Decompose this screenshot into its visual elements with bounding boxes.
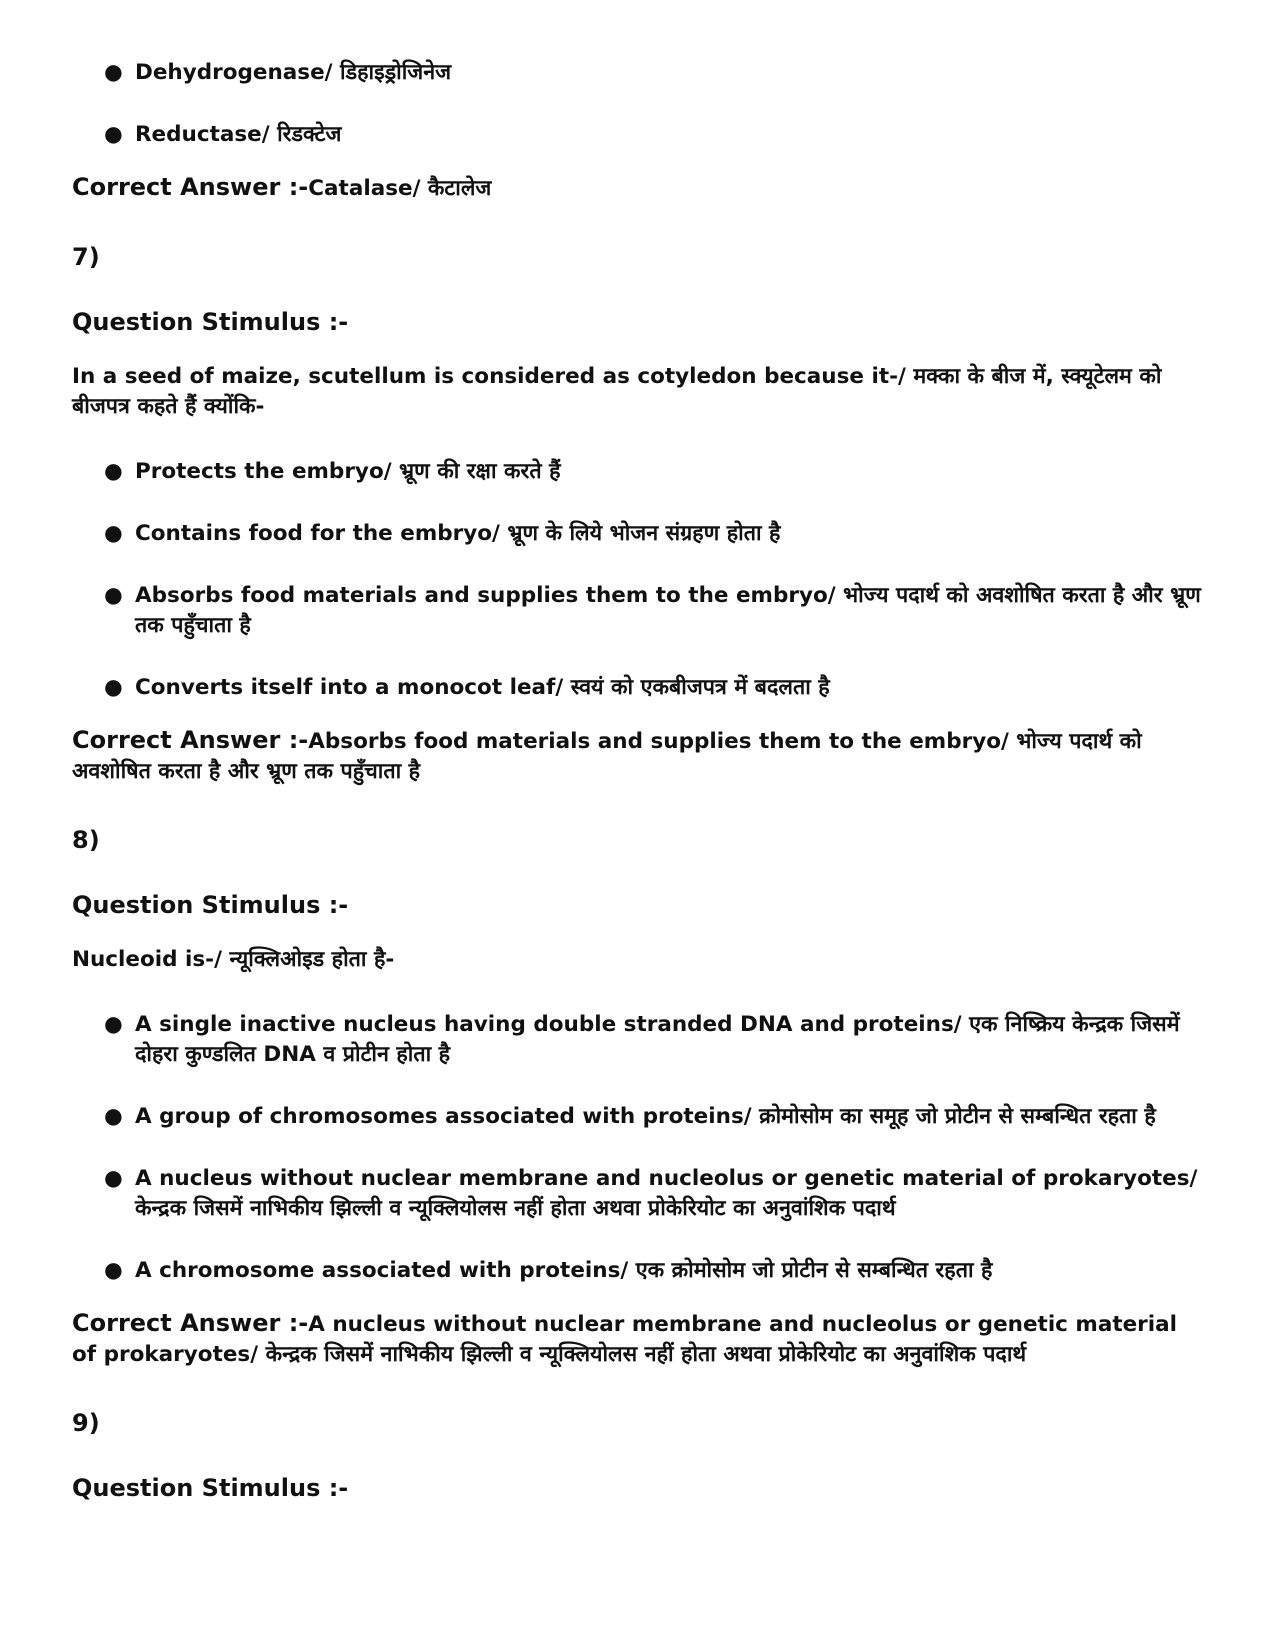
bullet-icon: ● (104, 521, 123, 546)
option-item (72, 1256, 1202, 1286)
question-number: 9) (72, 1409, 100, 1437)
option-text: Absorbs food materials and supplies them to the embryo/ भोज्य पदार्थ को अवशोषित करता है और भ्रूण तक पहुँचाता है (135, 583, 1201, 638)
correct-answer (72, 725, 1202, 787)
answer-text: Catalase/ कैटालेज (308, 176, 492, 201)
option-item (72, 1010, 1202, 1070)
option-text: A group of chromosomes associated with proteins/ क्रोमोसोम का समूह जो प्रोटीन से सम्बन्धित रहता है (135, 1104, 1156, 1129)
bullet-icon: ● (104, 1012, 123, 1037)
q7-options (72, 457, 1202, 703)
question-number: 7) (72, 243, 100, 271)
question-number: 8) (72, 826, 100, 854)
bullet-icon: ● (104, 1258, 123, 1283)
option-item (72, 1102, 1202, 1132)
correct-answer (72, 172, 1202, 204)
answer-text: A nucleus without nuclear membrane and nucleolus or genetic material of prokaryotes/ केन्द्रक जिसमें नाभिकीय झिल्ली व न्यूक्लियोलस नहीं होता अथवा प्रोकेरियोट का अनुवांशिक पदार्थ (72, 1312, 1178, 1367)
option-item (72, 120, 1202, 150)
bullet-icon: ● (104, 60, 123, 85)
bullet-icon: ● (104, 459, 123, 484)
option-text: A nucleus without nuclear membrane and nucleolus or genetic material of prokaryotes/ केन्द्रक जिसमें नाभिकीय झिल्ली व न्यूक्लियोलस नहीं होता अथवा प्रोकेरियोट का अनुवांशिक पदार्थ (135, 1166, 1198, 1221)
option-item (72, 457, 1202, 487)
prev-question-options (72, 58, 1202, 150)
answer-label: Correct Answer :- (72, 1309, 309, 1337)
option-item (72, 1164, 1202, 1224)
stimulus-text: In a seed of maize, scutellum is considered as cotyledon because it-/ मक्का के बीज में, स्क्यूटेलम को बीजपत्र कहते हैं क्योंकि- (72, 364, 1162, 419)
bullet-icon: ● (104, 1166, 123, 1191)
option-item (72, 519, 1202, 549)
option-text: Protects the embryo/ भ्रूण की रक्षा करते हैं (135, 459, 561, 484)
stimulus-label: Question Stimulus :- (72, 1474, 349, 1502)
q8-options (72, 1010, 1202, 1286)
option-text: A single inactive nucleus having double stranded DNA and proteins/ एक निष्क्रिय केन्द्रक जिसमें दोहरा कुण्डलित DNA व प्रोटीन होता है (135, 1012, 1180, 1067)
option-text: Contains food for the embryo/ भ्रूण के लिये भोजन संग्रहण होता है (135, 521, 781, 546)
bullet-icon: ● (104, 583, 123, 608)
answer-label: Correct Answer :- (72, 726, 309, 754)
correct-answer (72, 1308, 1202, 1370)
option-item (72, 58, 1202, 88)
option-text: Reductase/ रिडक्टेज (135, 122, 342, 147)
answer-label: Correct Answer :- (72, 173, 309, 201)
stimulus-text: Nucleoid is-/ न्यूक्लिओइड होता है- (72, 947, 395, 972)
document-page (72, 58, 1202, 1528)
option-item (72, 673, 1202, 703)
option-text: Dehydrogenase/ डिहाइड्रोजिनेज (135, 60, 452, 85)
bullet-icon: ● (104, 1104, 123, 1129)
option-text: Converts itself into a monocot leaf/ स्वयं को एकबीजपत्र में बदलता है (135, 675, 830, 700)
option-item (72, 581, 1202, 641)
stimulus-label: Question Stimulus :- (72, 308, 349, 336)
bullet-icon: ● (104, 675, 123, 700)
option-text: A chromosome associated with proteins/ एक क्रोमोसोम जो प्रोटीन से सम्बन्धित रहता है (135, 1258, 993, 1283)
stimulus-label: Question Stimulus :- (72, 891, 349, 919)
answer-text: Absorbs food materials and supplies them to the embryo/ भोज्य पदार्थ को अवशोषित करता है और भ्रूण तक पहुँचाता है (72, 729, 1142, 784)
bullet-icon: ● (104, 122, 123, 147)
